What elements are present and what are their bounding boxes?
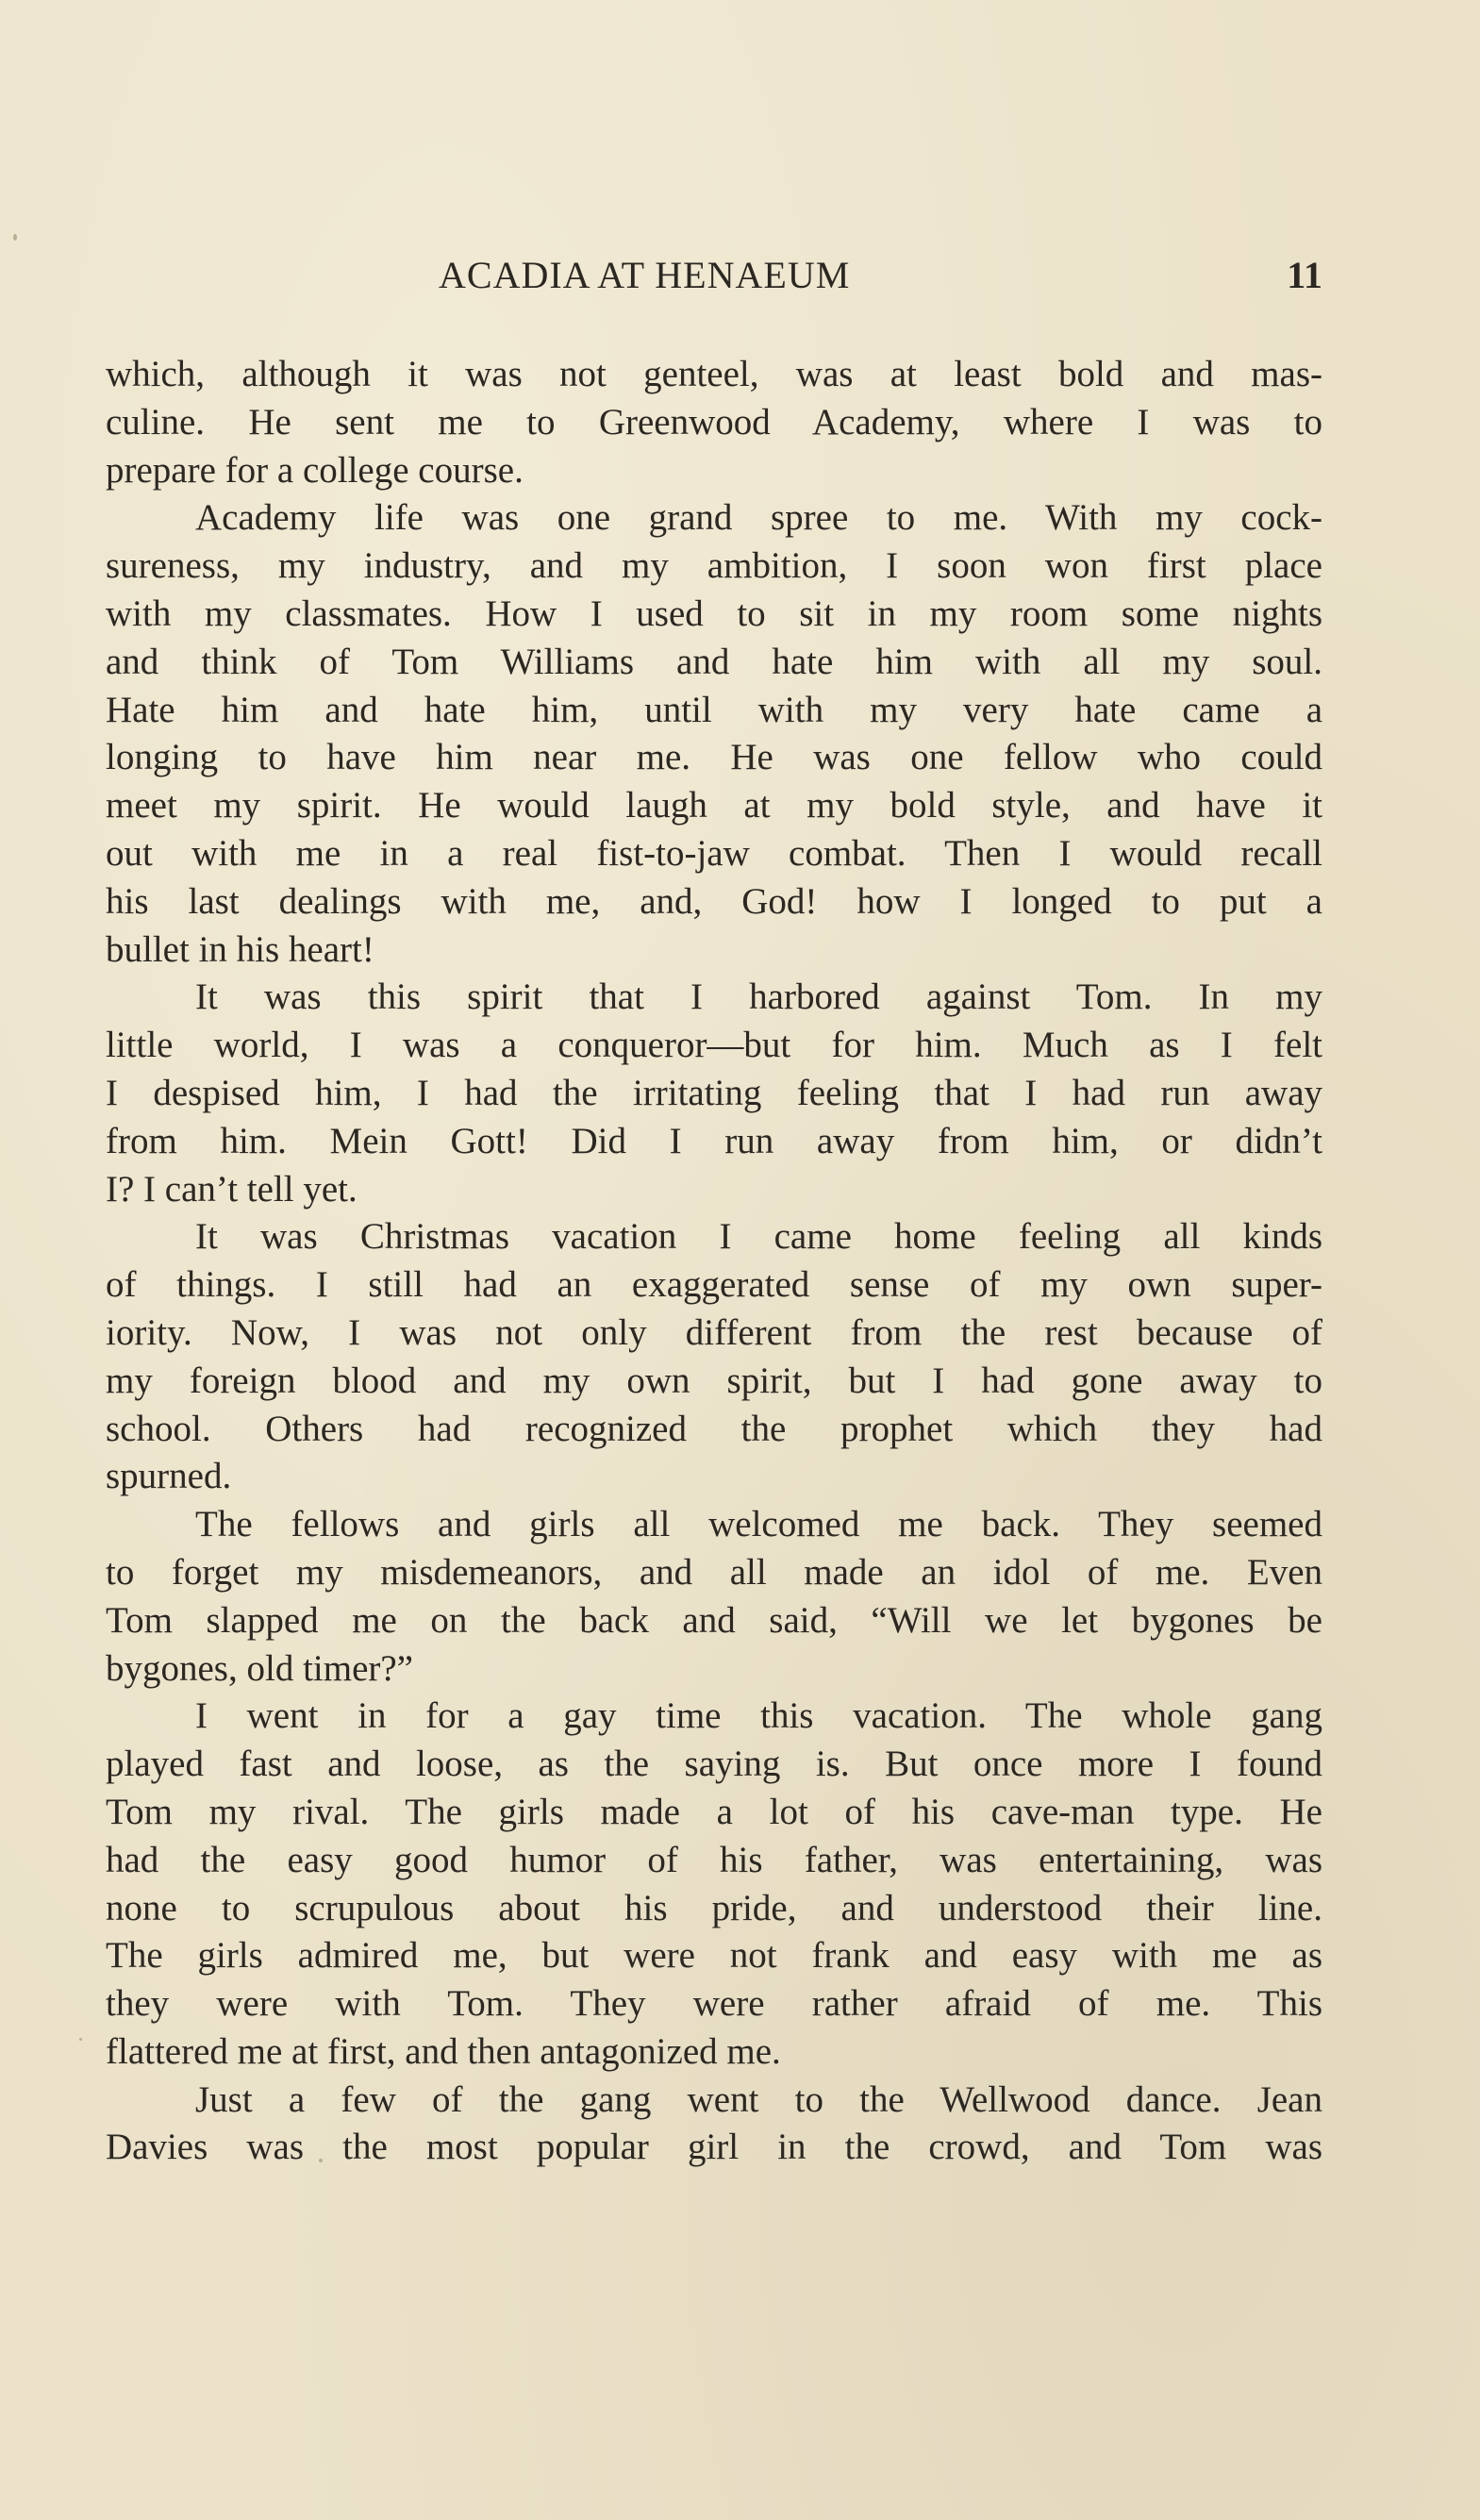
- text-line: his last dealings with me, and, God! how I longed to put a: [106, 880, 1322, 922]
- text-line: The girls admired me, but were not frank and easy with me as: [106, 1935, 1322, 1977]
- page-number: 11: [1287, 254, 1322, 296]
- text-line: my foreign blood and my own spirit, but I had gone away to: [106, 1360, 1322, 1401]
- text-line: The fellows and girls all welcomed me back. They seemed: [195, 1504, 1322, 1545]
- text-line: to forget my misdemeanors, and all made an idol of me. Even: [106, 1551, 1322, 1593]
- text-line: culine. He sent me to Greenwood Academy, where I was to: [106, 401, 1322, 442]
- text-line: with my classmates. How I used to sit in my room some nights: [106, 592, 1322, 634]
- text-line: school. Others had recognized the prophet which they had: [106, 1408, 1322, 1449]
- text-line: from him. Mein Gott! Did I run away from him, or didn’t: [106, 1120, 1322, 1161]
- text-line: they were with Tom. They were rather afraid of me. This: [106, 1983, 1322, 2025]
- text-line: sureness, my industry, and my ambition, I soon won first place: [106, 545, 1322, 587]
- text-line: out with me in a real fist-to-jaw combat. Then I would recall: [106, 832, 1322, 874]
- body-text: [106, 351, 1322, 2172]
- text-line: bygones, old timer?”: [106, 1647, 413, 1689]
- text-line: longing to have him near me. He was one fellow who could: [106, 737, 1322, 778]
- text-line: little world, I was a conqueror—but for him. Much as I felt: [106, 1025, 1322, 1066]
- text-line: Academy life was one grand spree to me. With my cock-: [195, 497, 1322, 539]
- text-line: which, although it was not genteel, was at least bold and mas-: [106, 354, 1322, 394]
- text-line: Hate him and hate him, until with my very hate came a: [106, 689, 1322, 730]
- text-line: and think of Tom Williams and hate him with all my soul.: [106, 641, 1322, 682]
- text-line: iority. Now, I was not only different from the rest because of: [106, 1311, 1322, 1353]
- text-line: Just a few of the gang went to the Wellwood dance. Jean: [195, 2078, 1322, 2120]
- text-line: prepare for a college course.: [106, 449, 524, 491]
- text-line: Tom my rival. The girls made a lot of his cave-man type. He: [106, 1791, 1322, 1832]
- text-line: meet my spirit. He would laugh at my bold style, and have it: [106, 785, 1322, 826]
- text-line: flattered me at first, and then antagonized me.: [106, 2030, 781, 2072]
- text-line: I despised him, I had the irritating feeling that I had run away: [106, 1072, 1322, 1113]
- running-header: [106, 253, 1322, 300]
- text-line: none to scrupulous about his pride, and understood their line.: [106, 1887, 1322, 1928]
- text-line: spurned.: [106, 1456, 232, 1497]
- running-title: ACADIA AT HENAEUM: [439, 254, 851, 296]
- text-line: I? I can’t tell yet.: [106, 1168, 358, 1210]
- text-line: had the easy good humor of his father, was entertaining, was: [106, 1839, 1322, 1880]
- text-line: I went in for a gay time this vacation. The whole gang: [195, 1695, 1322, 1737]
- text-line: It was Christmas vacation I came home feeling all kinds: [195, 1216, 1322, 1258]
- text-line: Davies was the most popular girl in the crowd, and Tom was: [106, 2127, 1322, 2168]
- paper-speck: [79, 2038, 82, 2041]
- paper-speck: [13, 234, 17, 241]
- text-line: played fast and loose, as the saying is. But once more I found: [106, 1744, 1322, 1785]
- text-line: It was this spirit that I harbored against Tom. In my: [195, 976, 1322, 1018]
- text-line: of things. I still had an exaggerated sense of my own super-: [106, 1264, 1322, 1306]
- text-line: bullet in his heart!: [106, 928, 374, 970]
- text-line: Tom slapped me on the back and said, “Will we let bygones be: [106, 1599, 1322, 1641]
